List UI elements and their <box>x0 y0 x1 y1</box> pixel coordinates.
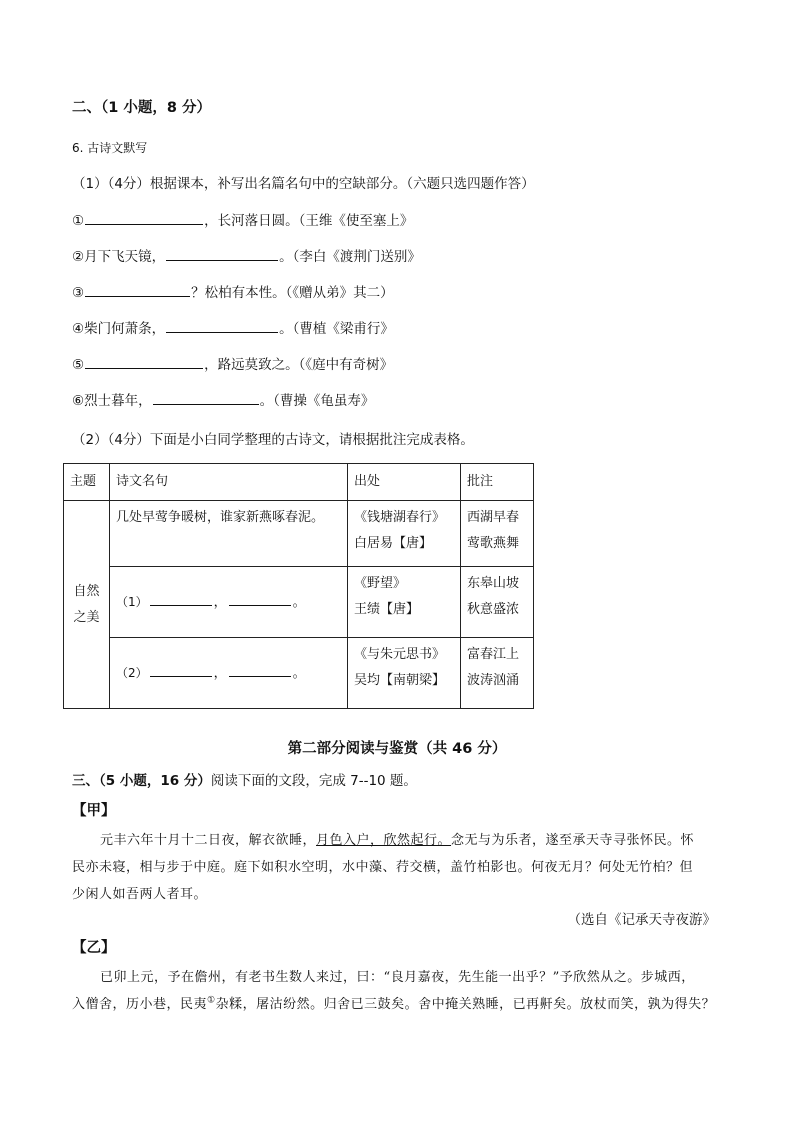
answer-blank[interactable] <box>85 354 203 369</box>
poem-line: 几处早莺争暖树，谁家新燕啄春泥。 <box>110 501 348 567</box>
answer-blank[interactable] <box>166 246 278 261</box>
poem-line-blank: （2） ， 。 <box>110 638 348 709</box>
fill-item-1: ① ，长河落日圆。（王维《使至塞上》 <box>72 209 413 229</box>
answer-blank[interactable] <box>153 390 259 405</box>
answer-blank[interactable] <box>229 593 291 606</box>
table-header-row <box>64 464 534 501</box>
source-cell: 《钱塘湖春行》 白居易【唐】 <box>348 501 461 567</box>
passage-yi-label: 【乙】 <box>72 940 116 956</box>
answer-blank[interactable] <box>166 318 278 333</box>
poem-line-blank: （1） ， 。 <box>110 567 348 638</box>
passage-yi-line: 入僧舍，历小巷，民夷①杂糅，屠沽纷然。归舍已三鼓矣。舍中掩关熟睡，已再鼾矣。放杖而笑，孰为得失？ <box>72 995 716 1012</box>
answer-blank[interactable] <box>85 282 190 297</box>
passage-jia-line: 少闲人如吾两人者耳。 <box>72 887 208 902</box>
section-two-heading: 二、（1 小题，8 分） <box>72 100 212 116</box>
fill-item-2: ②月下飞天镜， 。（李白《渡荆门送别》 <box>72 245 421 265</box>
header-line: 诗文名句 <box>110 464 348 501</box>
answer-blank[interactable] <box>229 664 291 677</box>
note-cell: 东皋山坡 秋意盛浓 <box>461 567 534 638</box>
table-row <box>64 501 534 567</box>
fill-item-4: ④柴门何萧条， 。（曹植《梁甫行》 <box>72 317 394 337</box>
header-note: 批注 <box>461 464 534 501</box>
footnote-marker: ① <box>207 995 216 1006</box>
fill-item-5: ⑤ ，路远莫致之。（《庭中有奇树》 <box>72 353 393 373</box>
poem-table <box>63 463 534 709</box>
answer-blank[interactable] <box>150 664 212 677</box>
part-1-intro: （1）（4分）根据课本，补写出名篇名句中的空缺部分。（六题只选四题作答） <box>72 176 535 192</box>
header-source: 出处 <box>348 464 461 501</box>
header-theme: 主题 <box>64 464 110 501</box>
source-cell: 《野望》 王绩【唐】 <box>348 567 461 638</box>
table-row <box>64 567 534 638</box>
section-three-heading: 三、（5 小题，16 分）阅读下面的文段，完成 7--10 题。 <box>72 773 417 789</box>
fill-item-6: ⑥烈士暮年， 。（曹操《龟虽寿》 <box>72 389 374 409</box>
part-2-intro: （2）（4分）下面是小白同学整理的古诗文，请根据批注完成表格。 <box>72 432 474 448</box>
passage-yi-line: 已卯上元，予在儋州，有老书生数人来过，曰：“良月嘉夜，先生能一出乎？”予欣然从之。步城西， <box>100 970 695 985</box>
passage-jia-label: 【甲】 <box>72 803 116 819</box>
note-cell: 富春江上 波涛汹涌 <box>461 638 534 709</box>
passage-jia-line: 民亦未寝，相与步于中庭。庭下如积水空明，水中藻、荇交横，盖竹柏影也。何夜无月？何处无竹柏？但 <box>72 860 694 875</box>
note-cell: 西湖早春 莺歌燕舞 <box>461 501 534 567</box>
source-cell: 《与朱元思书》 吴均【南朝梁】 <box>348 638 461 709</box>
fill-item-3: ③ ？松柏有本性。（《赠从弟》其二） <box>72 281 394 301</box>
underlined-phrase: 月色入户，欣然起行。 <box>316 833 452 848</box>
passage-jia-source: （选自《记承天寺夜游》 <box>567 912 716 928</box>
part-two-title: 第二部分阅读与鉴赏（共 46 分） <box>287 741 507 757</box>
passage-jia-line: 元丰六年十月十二日夜，解衣欲睡，月色入户，欣然起行。念无与为乐者，遂至承天寺寻张怀民。怀 <box>100 833 695 848</box>
answer-blank[interactable] <box>85 210 203 225</box>
question-6-title: 6. 古诗文默写 <box>72 141 148 155</box>
table-row <box>64 638 534 709</box>
answer-blank[interactable] <box>150 593 212 606</box>
theme-cell: 自然 之美 <box>64 501 110 709</box>
